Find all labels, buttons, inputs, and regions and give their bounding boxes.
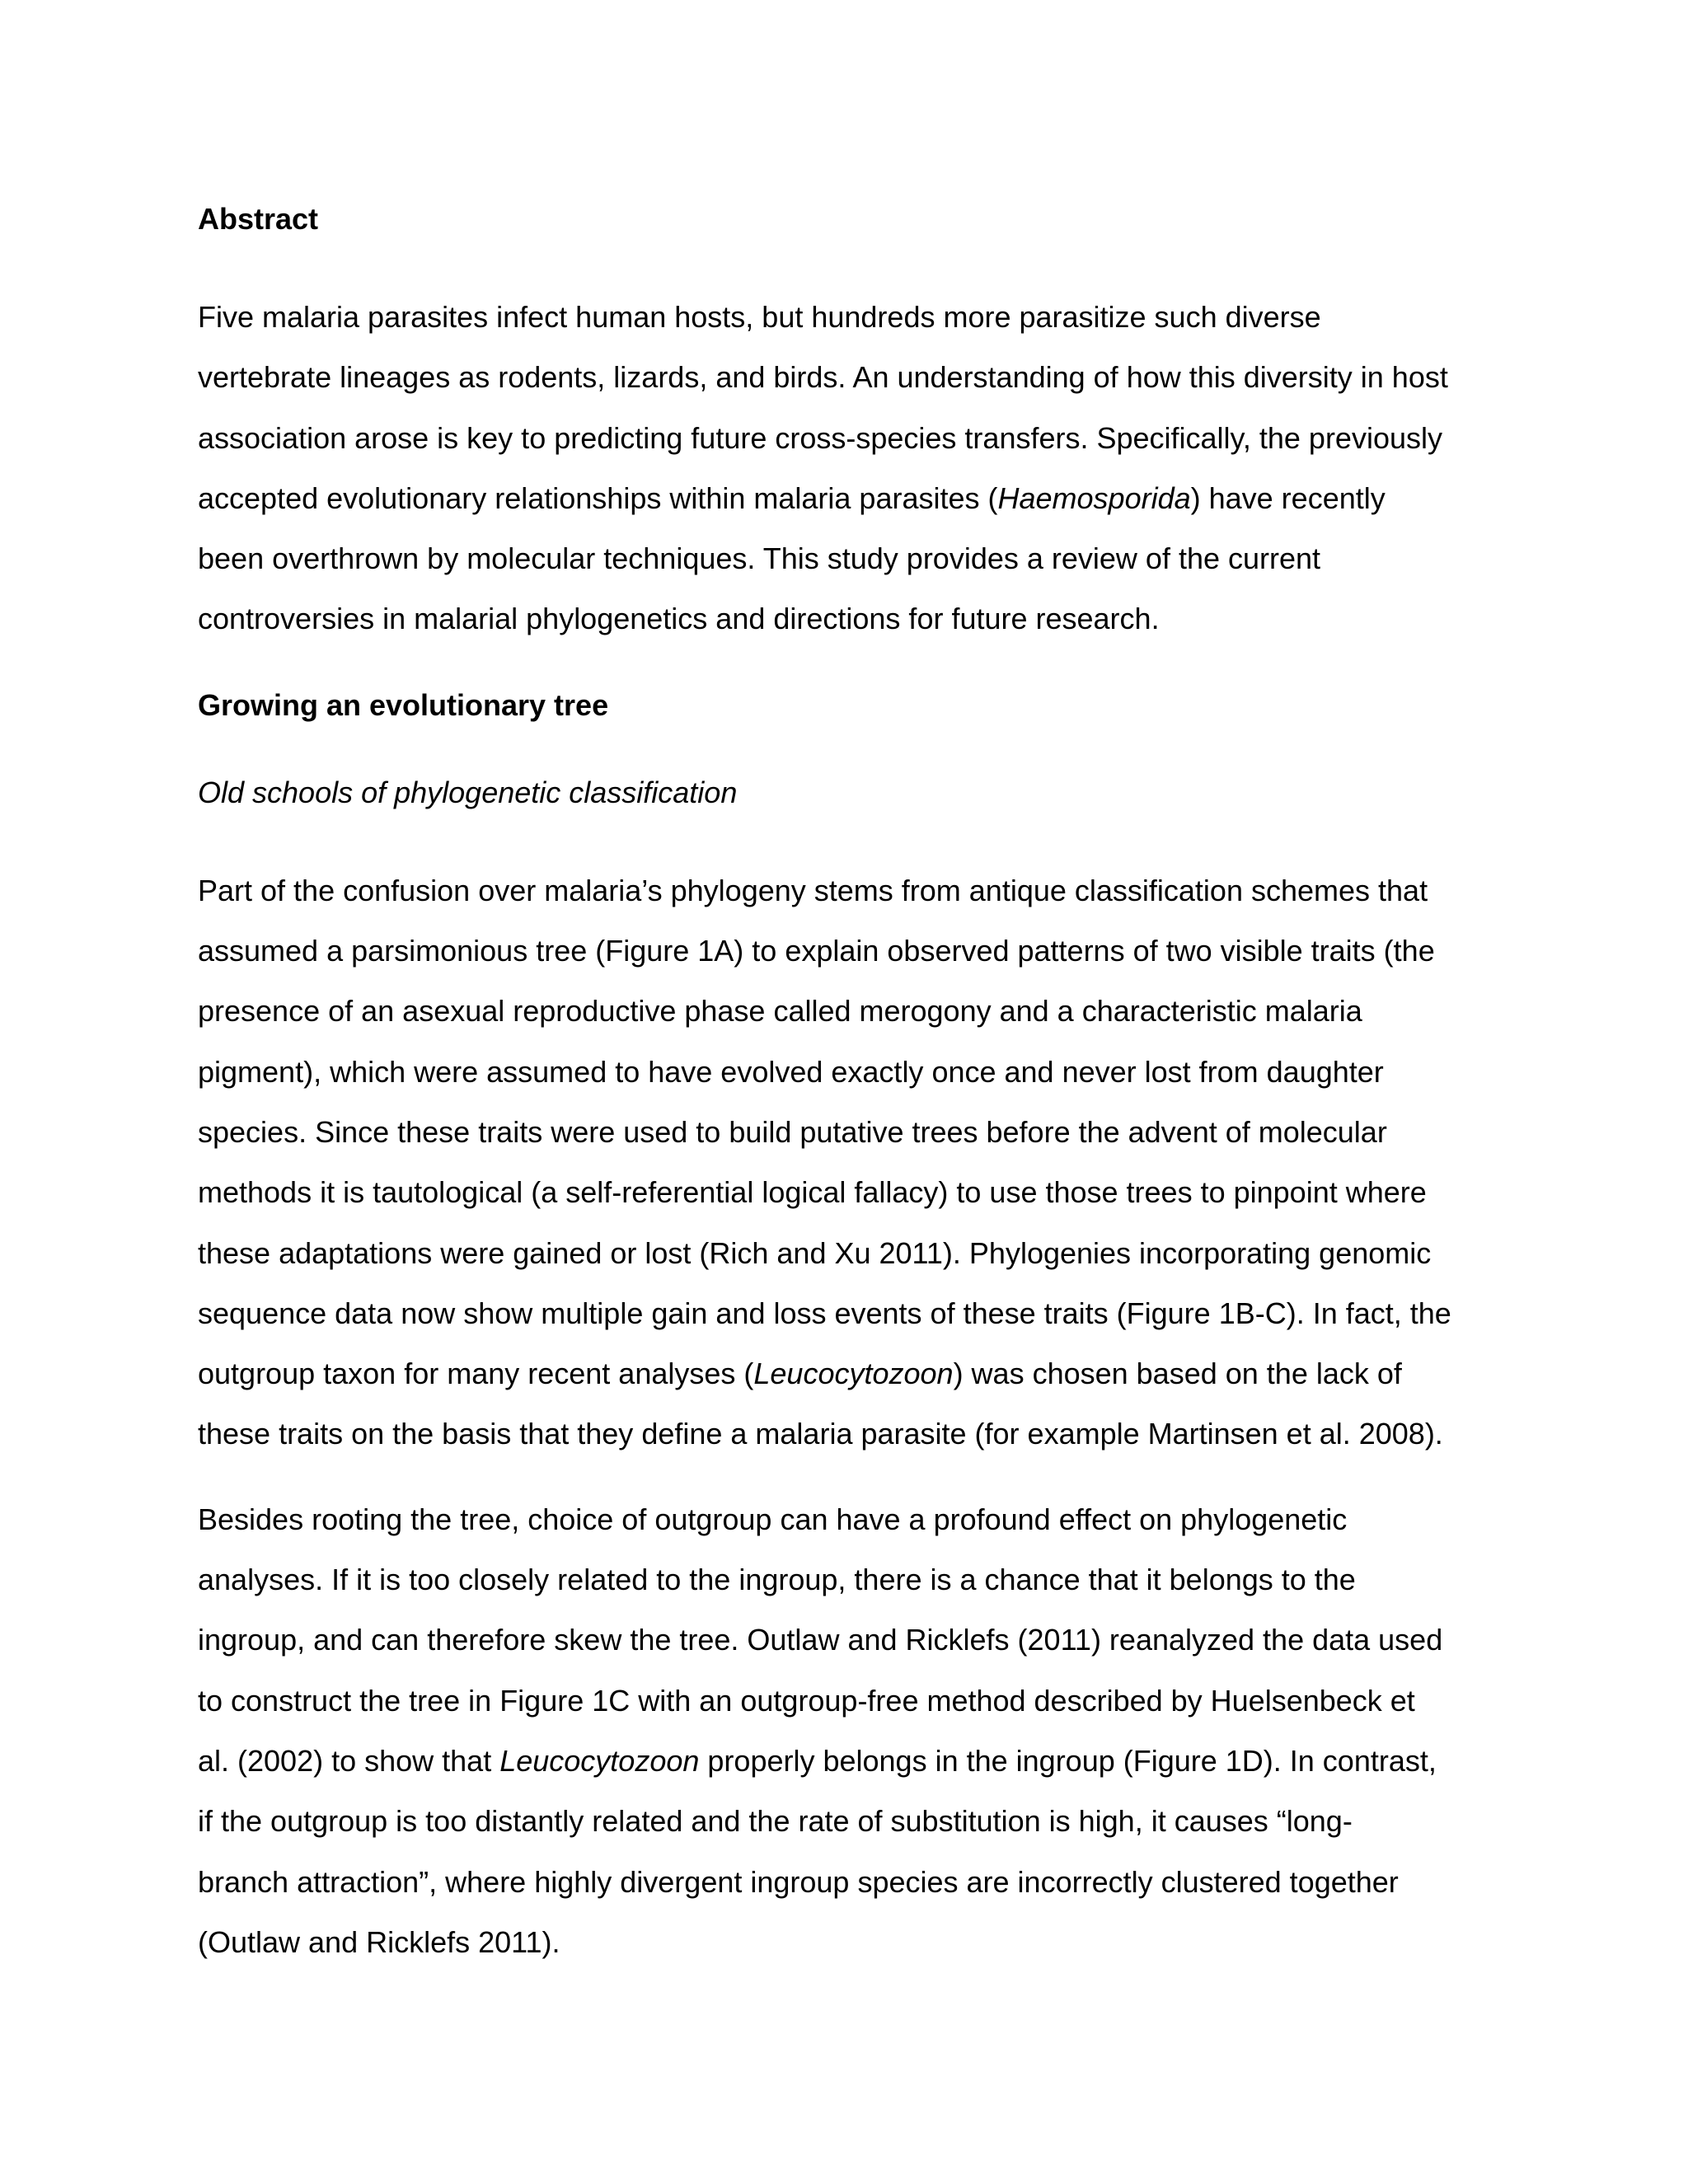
text-segment: ) have recently xyxy=(1190,480,1386,515)
section-subheading: Old schools of phylogenetic classification xyxy=(198,775,738,809)
text-line: pigment), which were assumed to have evolved exactly once and never lost from daughter xyxy=(198,1054,1384,1089)
text-segment: accepted evolutionary relationships within malaria parasites ( xyxy=(198,480,998,515)
italic-taxon: Leucocytozoon xyxy=(753,1357,954,1391)
text-line: analyses. If it is too closely related to the ingroup, there is a chance that it belongs to the xyxy=(198,1563,1356,1597)
text-line: sequence data now show multiple gain and loss events of these traits (Figure 1B-C). In fact, the xyxy=(198,1296,1451,1330)
text-line: assumed a parsimonious tree (Figure 1A) to explain observed patterns of two visible traits (the xyxy=(198,934,1435,968)
italic-taxon: Leucocytozoon xyxy=(499,1743,700,1778)
text-line: presence of an asexual reproductive phase called merogony and a characteristic malaria xyxy=(198,994,1362,1029)
text-line: association arose is key to predicting future cross-species transfers. Specifically, the previously xyxy=(198,420,1442,455)
section-heading: Growing an evolutionary tree xyxy=(198,687,609,722)
text-line: been overthrown by molecular techniques. This study provides a review of the current xyxy=(198,541,1321,576)
text-segment: properly belongs in the ingroup (Figure 1D). In contrast, xyxy=(699,1743,1437,1778)
text-line xyxy=(198,1343,1500,1404)
abstract-paragraph xyxy=(198,287,1500,649)
text-line: ingroup, and can therefore skew the tree. Outlaw and Ricklefs (2011) reanalyzed the data used xyxy=(198,1623,1443,1657)
text-line: these traits on the basis that they define a malaria parasite (for example Martinsen et al. 2008). xyxy=(198,1417,1443,1451)
text-line: these adaptations were gained or lost (Rich and Xu 2011). Phylogenies incorporating genomic xyxy=(198,1235,1432,1270)
text-line: controversies in malarial phylogenetics and directions for future research. xyxy=(198,602,1160,636)
text-line: to construct the tree in Figure 1C with an outgroup-free method described by Huelsenbeck et xyxy=(198,1683,1415,1718)
document-page xyxy=(198,199,1500,1972)
text-segment: ) was chosen based on the lack of xyxy=(953,1357,1402,1391)
text-line: Part of the confusion over malaria’s phylogeny stems from antique classification schemes that xyxy=(198,873,1428,907)
abstract-heading: Abstract xyxy=(198,202,319,236)
italic-taxon: Haemosporida xyxy=(997,480,1191,515)
text-line: branch attraction”, where highly divergent ingroup species are incorrectly clustered together xyxy=(198,1864,1399,1899)
body-paragraph-1 xyxy=(198,860,1500,1465)
text-line: Five malaria parasites infect human hosts, but hundreds more parasitize such diverse xyxy=(198,300,1321,334)
text-segment: al. (2002) to show that xyxy=(198,1743,500,1778)
text-line: vertebrate lineages as rodents, lizards, and birds. An understanding of how this diversity in host xyxy=(198,360,1448,395)
text-line: methods it is tautological (a self-referential logical fallacy) to use those trees to pinpoint where xyxy=(198,1175,1427,1210)
text-segment: outgroup taxon for many recent analyses ( xyxy=(198,1357,754,1391)
text-line: Besides rooting the tree, choice of outgroup can have a profound effect on phylogenetic xyxy=(198,1502,1348,1536)
text-line: species. Since these traits were used to build putative trees before the advent of molecular xyxy=(198,1114,1387,1149)
text-line: (Outlaw and Ricklefs 2011). xyxy=(198,1924,560,1959)
text-line: if the outgroup is too distantly related and the rate of substitution is high, it causes “long- xyxy=(198,1804,1353,1839)
text-line xyxy=(198,1731,1500,1791)
text-line xyxy=(198,468,1500,528)
body-paragraph-2 xyxy=(198,1489,1500,1972)
